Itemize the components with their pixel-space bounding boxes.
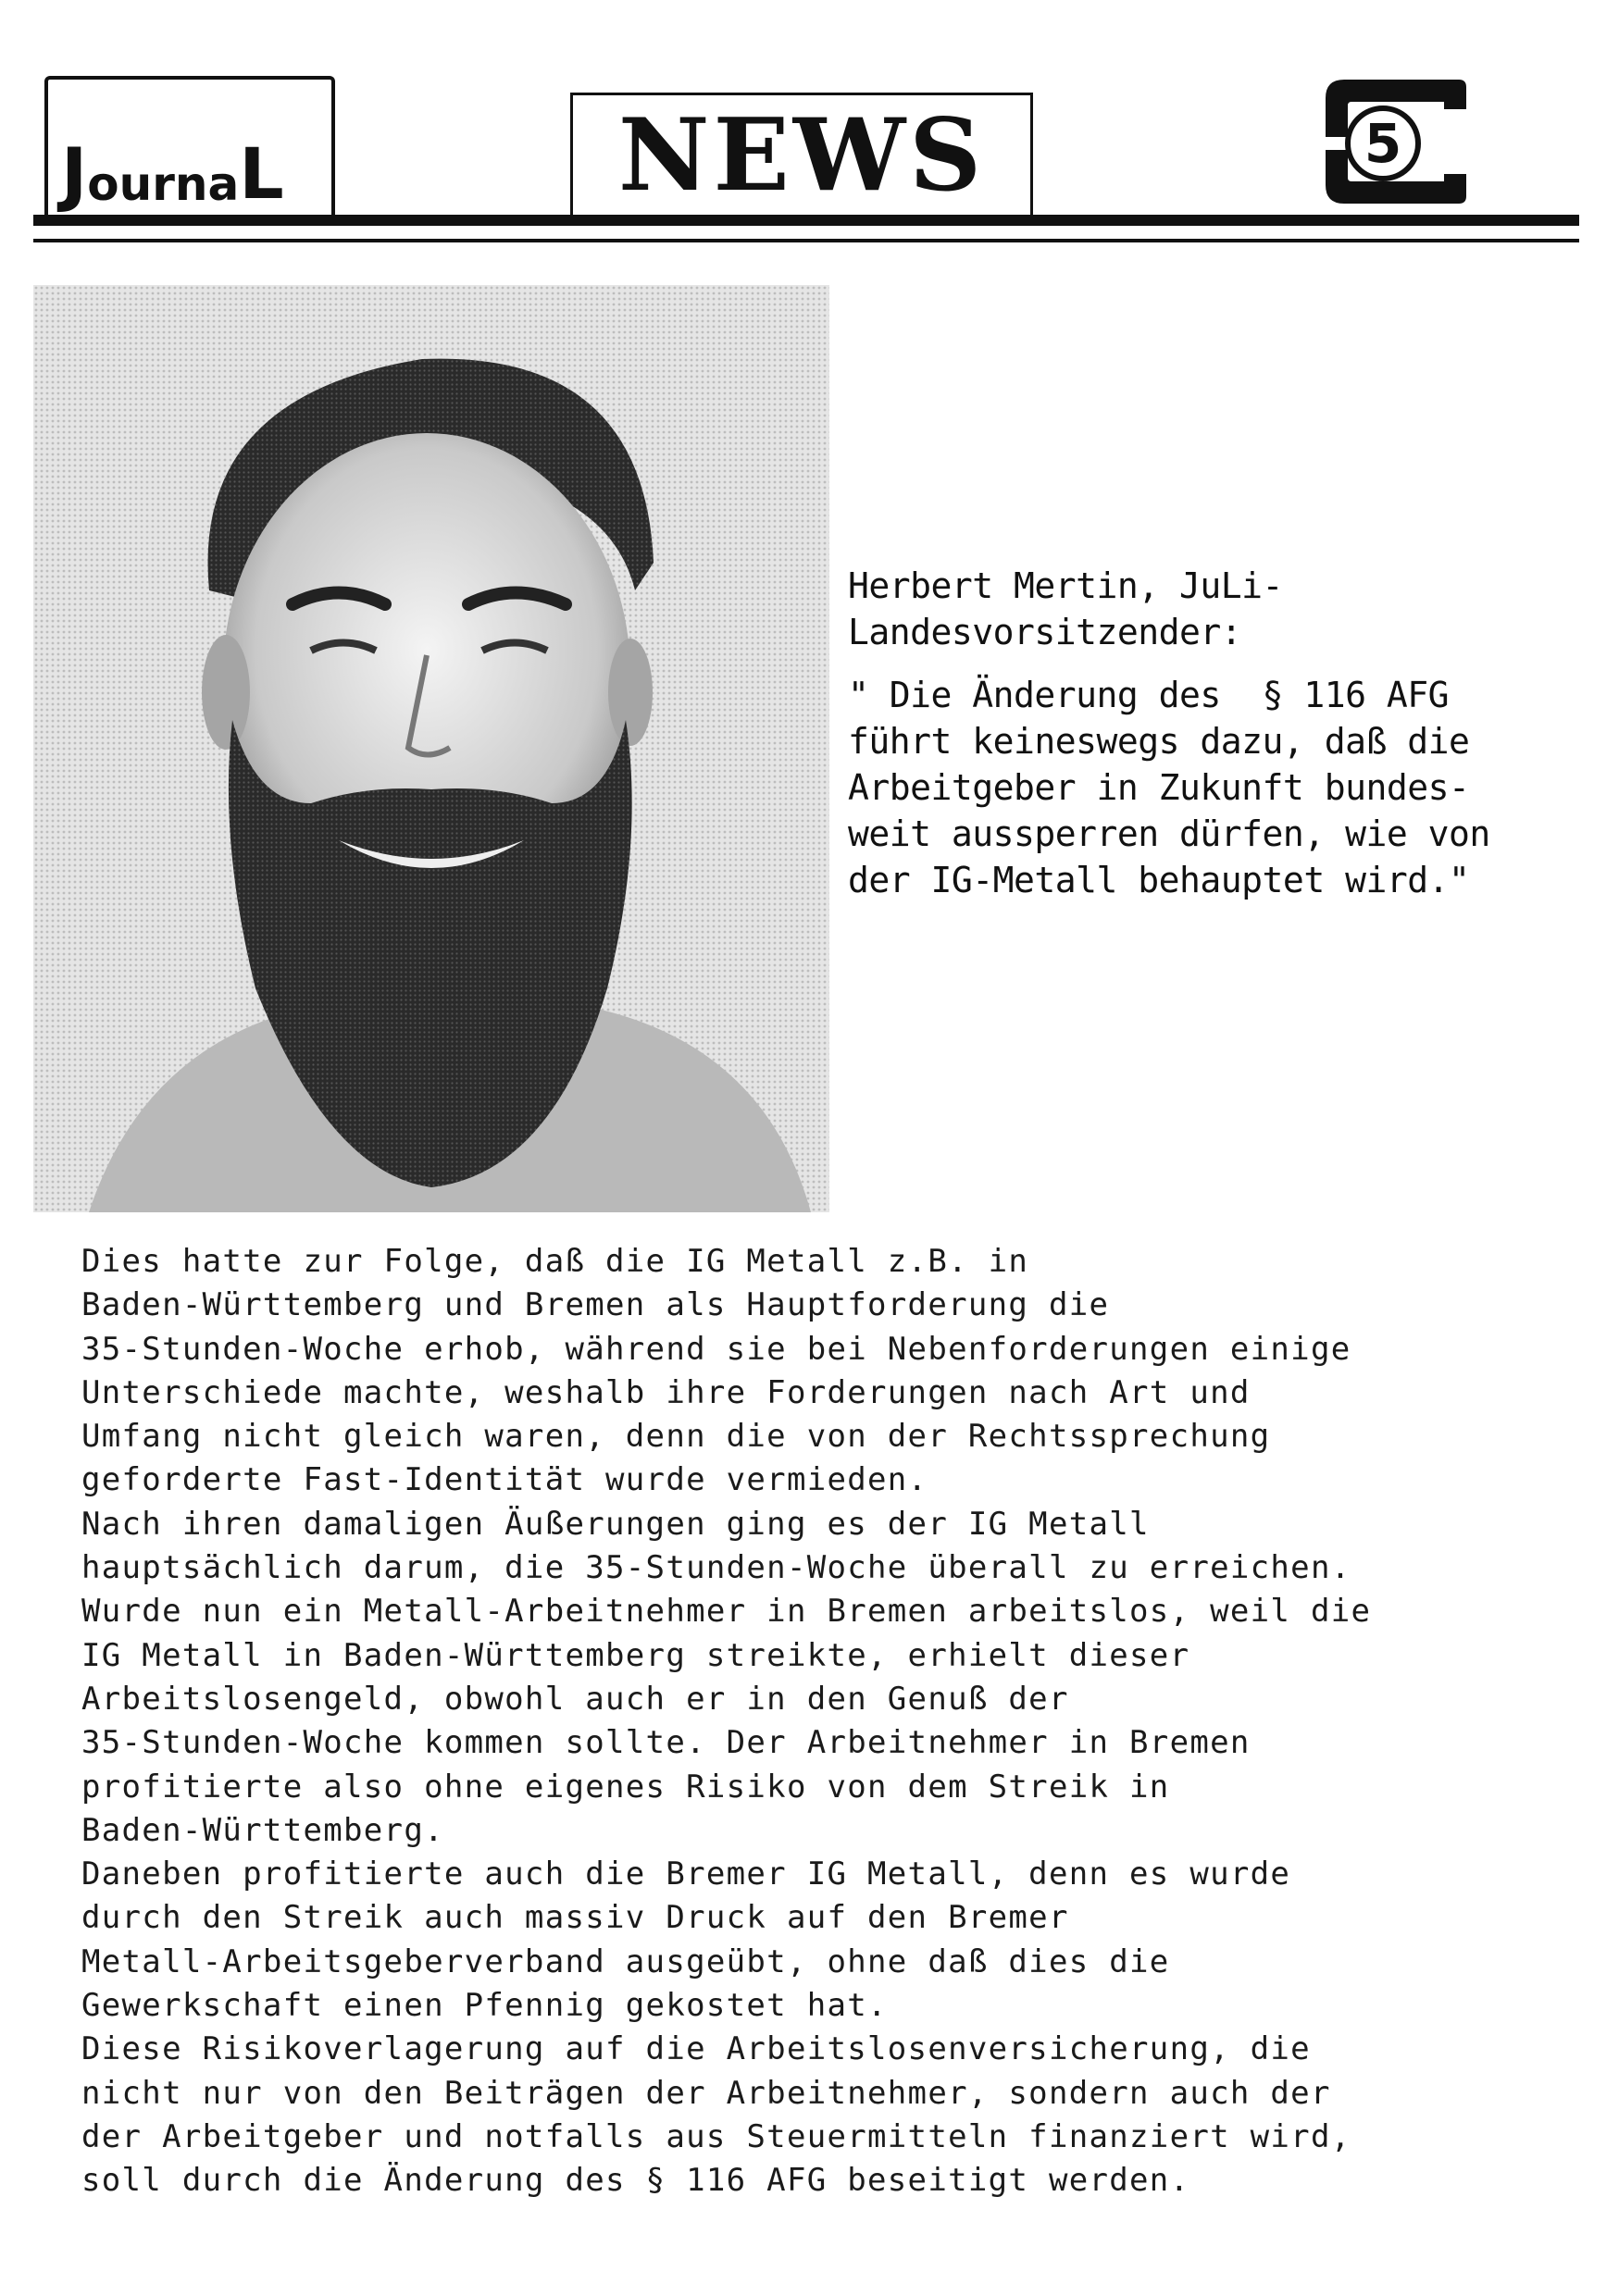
body-line: 35-Stunden-Woche kommen sollte. Der Arbeitnehmer in Bremen [81,1724,1251,1762]
journal-logo-text: J ourna L [61,132,284,215]
page-number: 5 [1364,112,1402,175]
quote-line: " Die Änderung des § 116 AFG [848,675,1449,715]
body-line: geforderte Fast-Identität wurde vermieden. [81,1461,928,1499]
quote-line: Arbeitgeber in Zukunft bundes- [848,767,1470,808]
body-line: Daneben profitierte auch die Bremer IG Metall, denn es wurde [81,1855,1291,1893]
article-body [81,1240,1600,2203]
portrait-photo [33,285,829,1212]
body-line: 35-Stunden-Woche erhob, während sie bei Nebenforderungen einige [81,1330,1351,1368]
body-line: Baden-Württemberg. [81,1811,444,1849]
body-line: Baden-Württemberg und Bremen als Hauptforderung die [81,1286,1110,1324]
news-header [570,93,1033,215]
body-line: der Arbeitgeber und notfalls aus Steuermitteln finanziert wird, [81,2117,1351,2155]
body-line: Gewerkschaft einen Pfennig gekostet hat. [81,1987,888,2025]
body-line: Umfang nicht gleich waren, denn die von der Rechtssprechung [81,1418,1271,1456]
caption-quote [848,672,1551,903]
body-line: hauptsächlich darum, die 35-Stunden-Woche überall zu erreichen. [81,1549,1351,1587]
body-line: IG Metall in Baden-Württemberg streikte, erhielt dieser [81,1636,1190,1674]
page-number-badge [1309,72,1476,211]
body-line: soll durch die Änderung des § 116 AFG beseitigt werden. [81,2162,1190,2200]
caption-line: Landesvorsitzender: [848,612,1242,652]
masthead [33,72,1579,257]
caption-name [848,563,1551,655]
caption-line: Herbert Mertin, JuLi- [848,565,1283,606]
body-line: Arbeitslosengeld, obwohl auch er in den Genuß der [81,1680,1069,1718]
quote-line: weit aussperren dürfen, wie von [848,813,1490,854]
journal-logo [44,76,335,215]
body-line: Diese Risikoverlagerung auf die Arbeitslosenversicherung, die [81,2030,1311,2068]
quote-line: der IG-Metall behauptet wird." [848,860,1470,900]
quote-line: führt keineswegs dazu, daß die [848,721,1470,762]
body-line: durch den Streik auch massiv Druck auf den Bremer [81,1899,1069,1937]
header-rule-thick [33,215,1579,226]
photo-caption [848,563,1551,903]
body-line: Dies hatte zur Folge, daß die IG Metall z.B. in [81,1243,1029,1280]
news-title: NEWS [617,96,986,214]
body-line: Unterschiede machte, weshalb ihre Forderungen nach Art und [81,1373,1251,1411]
body-line: profitierte also ohne eigenes Risiko von dem Streik in [81,1768,1170,1806]
header-rule-thin [33,239,1579,242]
body-line: Wurde nun ein Metall-Arbeitnehmer in Bremen arbeitslos, weil die [81,1593,1372,1631]
body-line: Metall-Arbeitsgeberverband ausgeübt, ohne daß dies die [81,1942,1170,1980]
body-line: Nach ihren damaligen Äußerungen ging es der IG Metall [81,1505,1150,1543]
body-line: nicht nur von den Beiträgen der Arbeitnehmer, sondern auch der [81,2074,1331,2112]
